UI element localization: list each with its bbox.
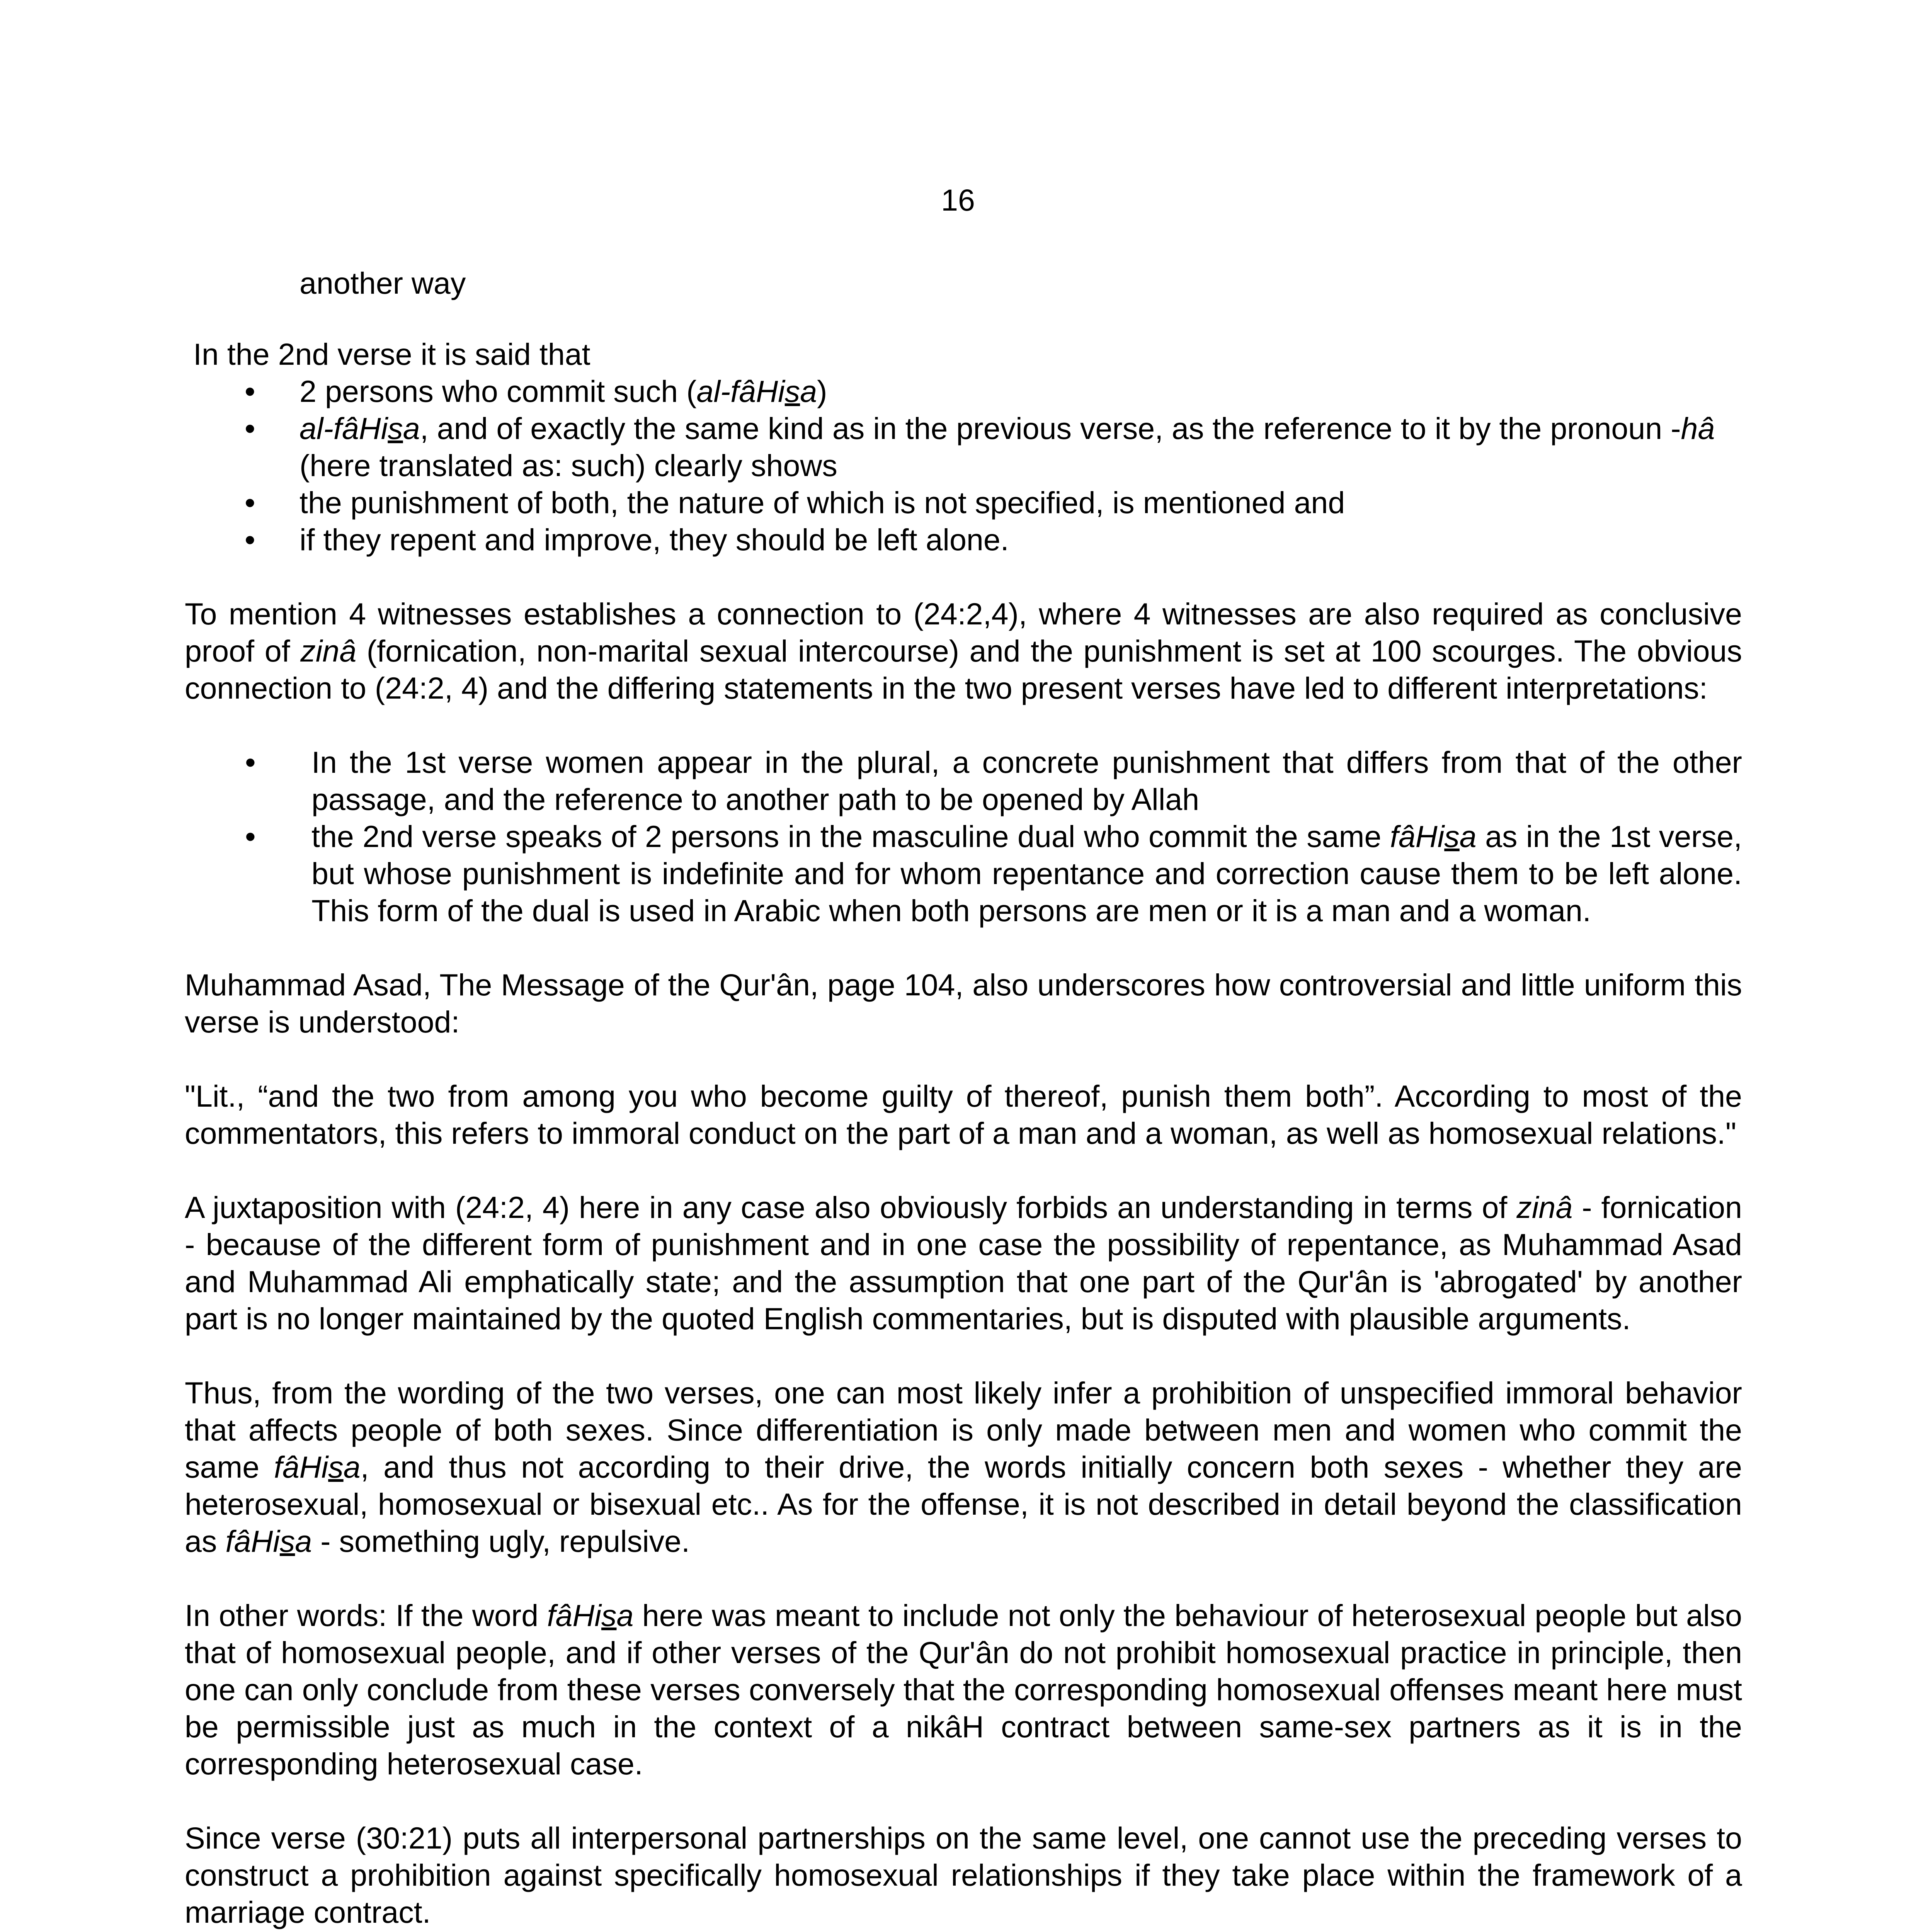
list-item: • the 2nd verse speaks of 2 persons in the masculine dual who commit the same fâHisa as in the 1st verse, but whose punishment is indefinite and for whom repentance and correction cause them to be left alone. This form of the dual is used in Arabic when both persons are men or it is a man and a woman. [311, 818, 1742, 929]
juxtaposition-paragraph: A juxtaposition with (24:2, 4) here in any case also obviously forbids an understanding in terms of zinâ - fornication - because of the different form of punishment and in one case the possibility of repentance, as Muhammad Asad and Muhammad Ali emphatically state; and the assumption that one part of the Qur'ân is 'abrogated' by another part is no longer maintained by the quoted English commentaries, but is disputed with plausible arguments. [185, 1190, 1742, 1336]
bullet-icon: • [245, 819, 256, 854]
list-item: • the punishment of both, the nature of which is not specified, is mentioned and [299, 484, 1742, 521]
asad-quote-paragraph: "Lit., “and the two from among you who become guilty of thereof, punish them both”. According to most of the commentators, this refers to immoral conduct on the part of a man and a woman, as well as homosexual relations." [185, 1079, 1742, 1150]
second-verse-lead: In the 2nd verse it is said that [193, 337, 590, 371]
continuation-line: another way [299, 266, 466, 300]
list-item: • 2 persons who commit such (al-fâHisa) [299, 373, 1742, 410]
asad-intro-paragraph: Muhammad Asad, The Message of the Qur'ân, page 104, also underscores how controversial and little uniform this verse is understood: [185, 968, 1742, 1039]
interpretations-list [185, 744, 1742, 929]
bullet-icon: • [245, 745, 256, 779]
page-number: 16 [941, 183, 975, 217]
page-content [185, 265, 1742, 1932]
since-verse-paragraph: Since verse (30:21) puts all interpersonal partnerships on the same level, one cannot use the preceding verses to construct a prohibition against specifically homosexual relationships if they take place within the framework of a marriage contract. [185, 1821, 1742, 1929]
list-item: • if they repent and improve, they should be left alone. [299, 521, 1742, 558]
thus-paragraph: Thus, from the wording of the two verses, one can most likely infer a prohibition of unspecified immoral behavior that affects people of both sexes. Since differentiation is only made between men and women who commit the same fâHisa, and thus not according to their drive, the words initially concern both sexes - whether they are heterosexual, homosexual or bisexual etc.. As for the offense, it is not described in detail beyond the classification as fâHisa - something ugly, repulsive. [185, 1376, 1742, 1558]
bullet-icon: • [245, 374, 255, 408]
bullet-icon: • [245, 522, 255, 557]
witnesses-paragraph: To mention 4 witnesses establishes a connection to (24:2,4), where 4 witnesses are also required as conclusive proof of zinâ (fornication, non-marital sexual intercourse) and the punishment is set at 100 scourges. The obvious connection to (24:2, 4) and the differing statements in the two present verses have led to different interpretations: [185, 597, 1742, 705]
list-item: • al-fâHisa, and of exactly the same kind as in the previous verse, as the reference to it by the pronoun -hâ (here translated as: such) clearly shows [299, 410, 1742, 484]
bullet-icon: • [245, 485, 255, 520]
bullet-icon: • [245, 411, 255, 446]
other-words-paragraph: In other words: If the word fâHisa here was meant to include not only the behaviour of heterosexual people but also that of homosexual people, and if other verses of the Qur'ân do not prohibit homosexual practice in principle, then one can only conclude from these verses conversely that the corresponding homosexual offenses meant here must be permissible just as much in the context of a nikâH contract between same-sex partners as it is in the corresponding heterosexual case. [185, 1598, 1742, 1781]
list-item: • In the 1st verse women appear in the plural, a concrete punishment that differs from that of the other passage, and the reference to another path to be opened by Allah [311, 744, 1742, 818]
second-verse-bullets [185, 373, 1742, 558]
